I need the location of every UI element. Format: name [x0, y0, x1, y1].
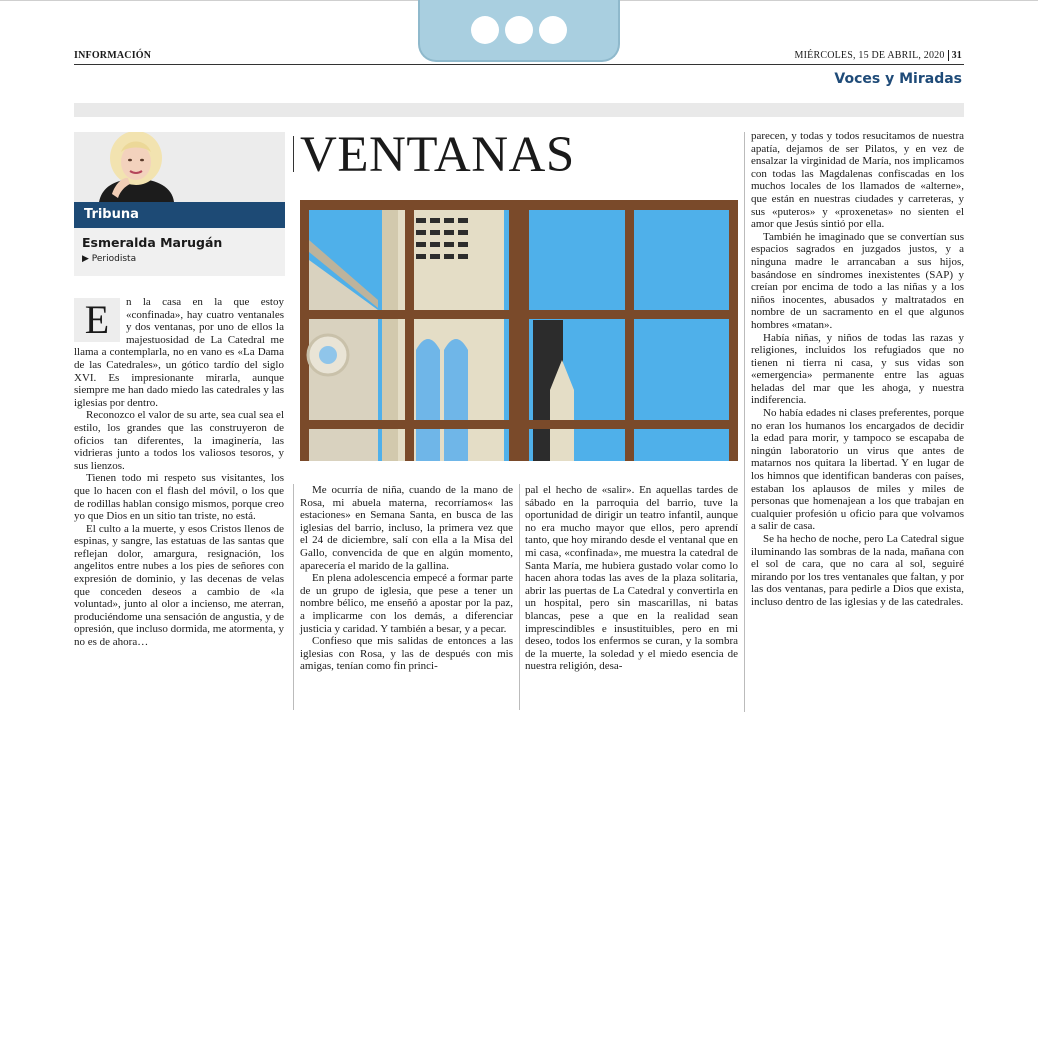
paragraph: Reconozco el valor de su arte, sea cual sea el estilo, los grandes que las construyeron de oficios tan diferentes, la imaginería, las vidrieras junto a todos los valiosos tesoros, y sus lienzos.	[74, 409, 284, 472]
section-title: Voces y Miradas	[834, 71, 962, 87]
window-illustration	[300, 200, 738, 461]
author-box	[74, 132, 285, 276]
dot-icon	[471, 16, 499, 44]
paragraph: El culto a la muerte, y esos Cristos llenos de espinas, y sangre, las estatuas de las santas que reflejan dolor, amargura, resignación, los angelitos entre nubes a los pies de señores con expresión de dominio, y las decenas de velas que conceden deseos a cambio de «la voluntad», junto al olor a incienso, me aterran, produciéndome una sensación de angustia, y de opresión, que incluso dormida, me atormenta, y no es de ahora…	[74, 522, 284, 649]
paragraph: n la casa en la que estoy «confinada», hay cuatro ventanales y dos ventanas, por uno de ellos la majestuosidad de La Catedral me llama a contemplarla, no en vano es «La Dama de las Catedrales», un gótico tardío del siglo XVI. Es impresionante mirarla, aunque siempre me han dado miedo las catedrales y las iglesias por dentro.	[74, 296, 284, 409]
paragraph: Se ha hecho de noche, pero La Catedral sigue iluminando las sombras de la nada, mañana con el sol de cara, que no cara al sol, seguiré mirando por los tres ventanales que faltan, y por las dos ventanas, para pedirle a Dios que exista, incluso dentro de las iglesias y de las catedrales.	[751, 533, 964, 608]
author-name: Esmeralda Marugán	[82, 235, 223, 250]
article-column-2	[300, 484, 513, 673]
header-rule	[74, 64, 964, 65]
paragraph: pal el hecho de «salir». En aquellas tardes de sábado en la parroquia del barrio, tuve la oportunidad de dirigir un teatro infantil, aunque no era mucho mayor que ellos, pero aprendí tanto, que hoy mirando desde el ventanal que en mi casa, «confinada», me muestra la catedral de Santa María, me hubiera gustado volar como lo hacen ahora todas las aves de la plaza solitaria, abrir las puertas de La Catedral y convertirla en un hospital, pero sin mascarillas, ni batas blancas, pese a que en la realidad sean imprescindibles e insustituibles, pero en mi deseo, todos los enfermos se curan, y la sombra de la muerte, la soledad y el miedo esencia de nuestra religión, desa-	[525, 484, 738, 673]
dot-icon	[539, 16, 567, 44]
author-photo	[74, 132, 285, 202]
article-column-1	[74, 296, 284, 649]
grey-band	[74, 103, 964, 117]
headline: VENTANAS	[300, 127, 575, 183]
paragraph: No había edades ni clases preferentes, porque no eran los humanos los encargados de decidir la edad para morir, y tampoco se escapaba de ningún laboratorio un virus que antes de matarnos nos quitara la libertad. Y en lugar de los himnos que identifican banderas con países, estaban los aplausos de miles y miles de personas que homenajean a los que trabajan en cualquier profesión u oficio para que volvamos a salir de casa.	[751, 407, 964, 533]
article-column-3	[525, 484, 738, 673]
article-column-4	[751, 130, 964, 609]
dropcap: E	[74, 298, 120, 342]
title-rule	[293, 136, 294, 172]
more-options-tab[interactable]	[418, 0, 620, 62]
date: MIÉRCOLES, 15 DE ABRIL, 2020	[794, 50, 945, 61]
paragraph: parecen, y todas y todos resucitamos de nuestra apatía, dejamos de ser Pilatos, y en vez de ensalzar la virginidad de María, nos implicamos con todas las Magdalenas confiscadas en los muchos locales de los llamados de «alterne», que están en nuestras ciudades y carreteras, y sus «puteros» y «proxenetas» no sienten el amor que Jesús sintió por ella.	[751, 130, 964, 231]
tribuna-label: Tribuna	[74, 202, 285, 228]
column-rule	[293, 484, 294, 710]
paragraph: Confieso que mis salidas de entonces a las iglesias con Rosa, y las de después con mis amigas, tenían como fin princi-	[300, 635, 513, 673]
author-role: ▶ Periodista	[82, 254, 137, 264]
column-rule	[744, 132, 745, 712]
paragraph: Tienen todo mi respeto sus visitantes, los que lo hacen con el flash del móvil, o los que de rodillas hablan consigo mismos, porque creo yo que Dios en un sitio tan triste, no está.	[74, 472, 284, 523]
page-number: 31	[948, 50, 962, 61]
paragraph: Me ocurría de niña, cuando de la mano de Rosa, mi abuela materna, recorríamos« las estaciones» en Semana Santa, en busca de las iglesias del barrio, incluso, la primera vez que el 24 de diciembre, salí con ella a la Misa del Gallo, convencida de que en algún momento, aparecería el marido de la gallina.	[300, 484, 513, 572]
paragraph: En plena adolescencia empecé a formar parte de un grupo de iglesia, que pese a tener un nombre bélico, me enseñó a apostar por la paz, a implicarme con los demás, a diferenciar justicia y caridad. Y también a besar, y a pecar.	[300, 572, 513, 635]
date-and-page	[795, 50, 962, 61]
paragraph: También he imaginado que se convertían sus espacios sagrados en juzgados justos, y a ninguna madre le arrancaban a sus hijos, basándose en síndromes inexistentes (SAP) y creían por encima de todo a las niñas y a los niños inocentes, abusados y maltratados en nombre de un sacramento en el que algunos hombres «matan».	[751, 230, 964, 331]
column-rule	[519, 484, 520, 710]
paragraph: Había niñas, y niños de todas las razas y religiones, incluidos los refugiados que no tienen ni tierra ni casa, y sus vidas son «emergencia» permanente entre las aguas heladas del mar que les ahoga, y nuestra indiferencia.	[751, 331, 964, 407]
section-label: INFORMACIÓN	[74, 50, 152, 61]
dot-icon	[505, 16, 533, 44]
